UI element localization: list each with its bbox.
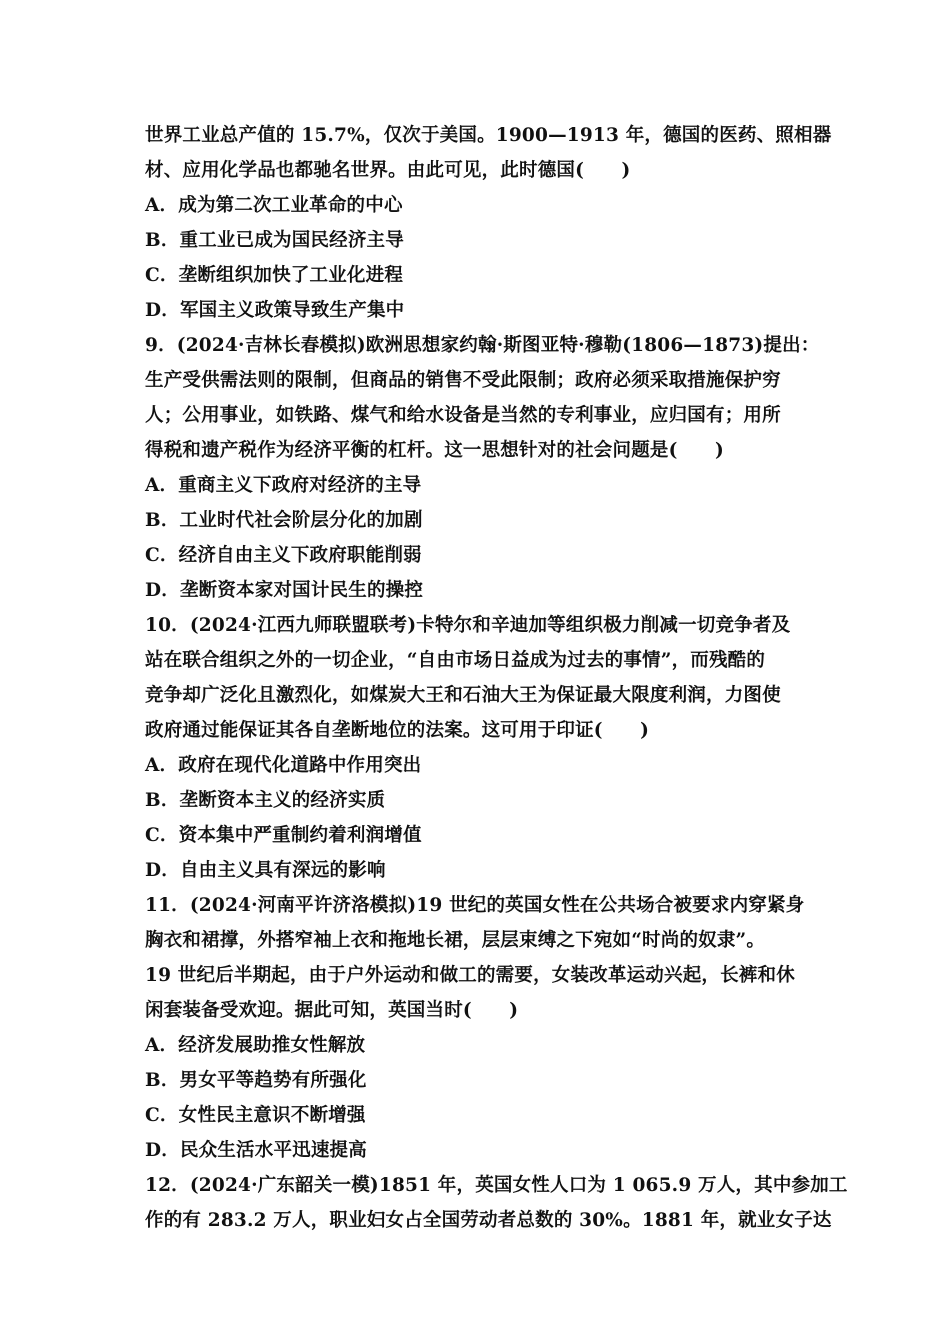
q9-line-4: 得税和遗产税作为经济平衡的杠杆。这一思想针对的社会问题是( ) bbox=[145, 440, 724, 461]
q11-option-c: C．女性民主意识不断增强 bbox=[145, 1105, 366, 1126]
question-9 bbox=[145, 328, 825, 608]
q8-line-1: 世界工业总产值的 15.7%，仅次于美国。1900—1913 年，德国的医药、照相器 bbox=[145, 125, 832, 146]
q9-line-1: 9．(2024·吉林长春模拟)欧洲思想家约翰·斯图亚特·穆勒(1806—1873)提出： bbox=[145, 335, 820, 356]
q9-option-b: B．工业时代社会阶层分化的加剧 bbox=[145, 510, 423, 531]
q8-option-a: A．成为第二次工业革命的中心 bbox=[145, 195, 403, 216]
q10-line-4: 政府通过能保证其各自垄断地位的法案。这可用于印证( ) bbox=[145, 720, 650, 741]
q9-option-a: A．重商主义下政府对经济的主导 bbox=[145, 475, 422, 496]
q10-option-a: A．政府在现代化道路中作用突出 bbox=[145, 755, 422, 776]
q10-line-1: 10．(2024·江西九师联盟联考)卡特尔和辛迪加等组织极力削减一切竞争者及 bbox=[145, 615, 791, 636]
q11-option-b: B．男女平等趋势有所强化 bbox=[145, 1070, 367, 1091]
q11-line-4: 闲套装备受欢迎。据此可知，英国当时( ) bbox=[145, 1000, 519, 1021]
q10-option-d: D．自由主义具有深远的影响 bbox=[145, 860, 386, 881]
q8-option-c: C．垄断组织加快了工业化进程 bbox=[145, 265, 404, 286]
q10-option-b: B．垄断资本主义的经济实质 bbox=[145, 790, 386, 811]
q11-option-d: D．民众生活水平迅速提高 bbox=[145, 1140, 367, 1161]
question-12 bbox=[145, 1168, 848, 1238]
q10-line-2: 站在联合组织之外的一切企业，“自由市场日益成为过去的事情”，而残酷的 bbox=[145, 650, 766, 671]
question-11 bbox=[145, 888, 825, 1168]
q10-option-c: C．资本集中严重制约着利润增值 bbox=[145, 825, 422, 846]
q8-line-2: 材、应用化学品也都驰名世界。由此可见，此时德国( ) bbox=[145, 160, 631, 181]
q9-line-3: 人；公用事业，如铁路、煤气和给水设备是当然的专利事业，应归国有；用所 bbox=[145, 405, 781, 426]
q10-line-3: 竞争却广泛化且激烈化，如煤炭大王和石油大王为保证最大限度利润，力图使 bbox=[145, 685, 781, 706]
q11-line-3: 19 世纪后半期起，由于户外运动和做工的需要，女装改革运动兴起，长裤和休 bbox=[145, 965, 795, 986]
q11-option-a: A．经济发展助推女性解放 bbox=[145, 1035, 366, 1056]
question-10 bbox=[145, 608, 825, 888]
q12-line-1: 12．(2024·广东韶关一模)1851 年，英国女性人口为 1 065.9 万人，其中参加工 bbox=[145, 1175, 848, 1196]
q9-option-d: D．垄断资本家对国计民生的操控 bbox=[145, 580, 424, 601]
question-8-continued bbox=[145, 118, 832, 328]
q8-option-d: D．军国主义政策导致生产集中 bbox=[145, 300, 405, 321]
q9-line-2: 生产受供需法则的限制，但商品的销售不受此限制；政府必须采取措施保护穷 bbox=[145, 370, 781, 391]
document-page bbox=[145, 118, 848, 1238]
q9-option-c: C．经济自由主义下政府职能削弱 bbox=[145, 545, 422, 566]
q11-line-2: 胸衣和裙撑，外搭窄袖上衣和拖地长裙，层层束缚之下宛如“时尚的奴隶”。 bbox=[145, 930, 766, 951]
q12-line-2: 作的有 283.2 万人，职业妇女占全国劳动者总数的 30%。1881 年，就业女子达 bbox=[145, 1210, 832, 1231]
q8-option-b: B．重工业已成为国民经济主导 bbox=[145, 230, 404, 251]
q11-line-1: 11．(2024·河南平许济洛模拟)19 世纪的英国女性在公共场合被要求内穿紧身 bbox=[145, 895, 805, 916]
